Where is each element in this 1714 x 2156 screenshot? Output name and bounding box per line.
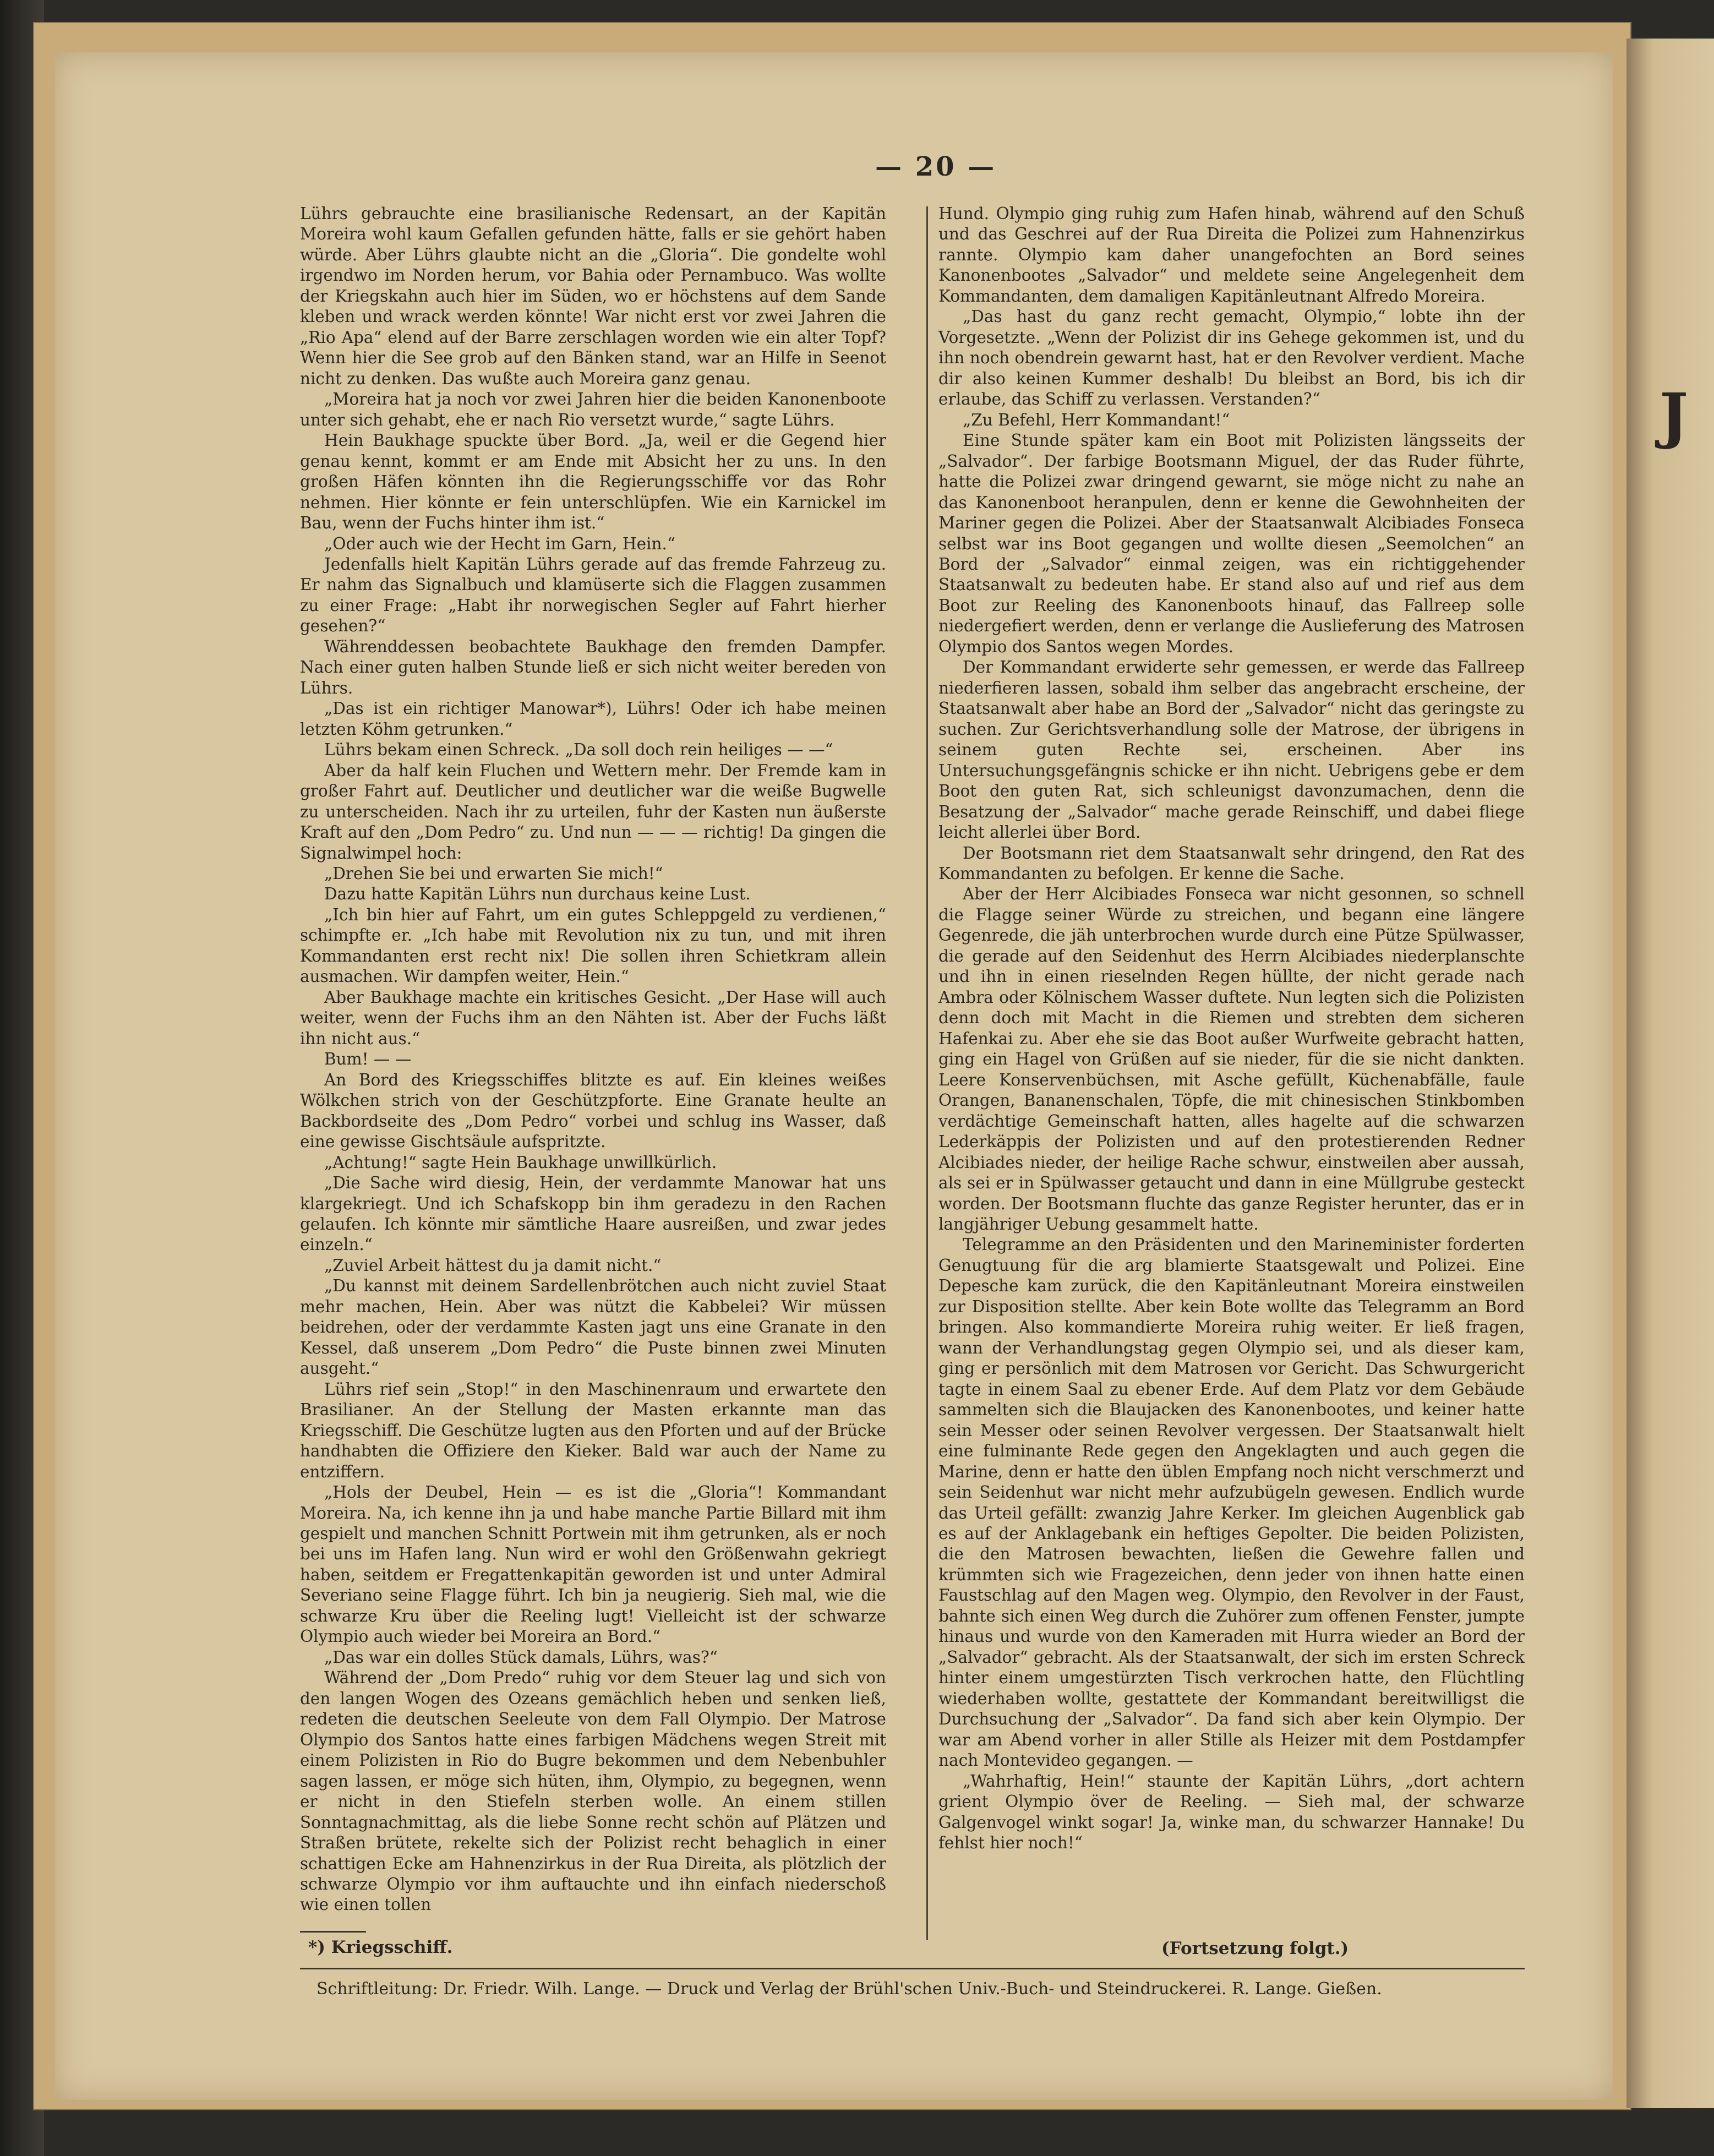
- paragraph: „Das hast du ganz recht gemacht, Olympio,“ lobte ihn der Vorgesetzte. „Wenn der Polizist dir ins Gehege gekommen ist, und du ihn noch obendrein gewarnt hast, hat er den Revolver verdient. Mache dir also keinen Kummer deshalb! Du bleibst an Bord, bis ich dir erlaube, das Schiff zu verlassen. Verstanden?“: [938, 307, 1525, 409]
- paragraph: An Bord des Kriegsschiffes blitzte es auf. Ein kleines weißes Wölkchen strich von der Geschützpforte. Eine Granate heulte an Backbordseite des „Dom Pedro“ vorbei und schlug ins Wasser, daß eine gewisse Gischtsäule aufspritzte.: [300, 1070, 886, 1151]
- paragraph: Lührs gebrauchte eine brasilianische Redensart, an der Kapitän Moreira wohl kaum Gefallen gefunden hätte, falls er sie gehört haben würde. Aber Lührs glaubte nicht an die „Gloria“. Die gondelte wohl irgendwo im Norden herum, vor Bahia oder Pernambuco. Was wollte der Kriegskahn auch hier im Süden, wo er höchstens auf dem Sande kleben und wrack werden könnte! War nicht erst vor zwei Jahren die „Rio Apa“ elend auf der Barre zerschlagen worden wie ein alter Topf? Wenn hier die See grob auf den Bänken stand, war an Hilfe in Seenot nicht zu denken. Das wußte auch Moreira ganz genau.: [300, 204, 886, 388]
- imprint-line: Schriftleitung: Dr. Friedr. Wilh. Lange. — Druck und Verlag der Brühl'schen Univ.-Buch- und Steindruckerei. R. Lange. Gießen.: [316, 1979, 1382, 1999]
- paragraph: Eine Stunde später kam ein Boot mit Polizisten längsseits der „Salvador“. Der farbige Bootsmann Miguel, der das Ruder führte, hatte die Polizei zwar dringend gewarnt, sie möge nicht zu nahe an das Kanonenboot heranpulen, denn er kenne die Gewohnheiten der Mariner gegen die Polizei. Aber der Staatsanwalt Alcibiades Fonseca selbst war ins Boot gegangen und wollte diesen „Seemolchen“ an Bord der „Salvador“ einmal zeigen, was ein richtiggehender Staatsanwalt zu bedeuten habe. Er stand also auf und rief aus dem Boot zur Reeling des Kanonenboots hinauf, das Fallreep solle niedergefiert werden, denn er verlange die Auslieferung des Matrosen Olympio dos Santos wegen Mordes.: [938, 431, 1525, 656]
- imprint-rule: [300, 1968, 1525, 1969]
- paragraph: „Zu Befehl, Herr Kommandant!“: [963, 410, 1230, 429]
- right-column: [938, 204, 1525, 1854]
- footnote-rule: [300, 1931, 366, 1933]
- paragraph: „Achtung!“ sagte Hein Baukhage unwillkürlich.: [324, 1153, 717, 1172]
- footnote: *) Kriegsschiff.: [308, 1937, 453, 1957]
- paragraph: Währenddessen beobachtete Baukhage den fremden Dampfer. Nach einer guten halben Stunde ließ er sich nicht weiter bereden von Lührs.: [300, 637, 886, 697]
- paragraph: Hein Baukhage spuckte über Bord. „Ja, weil er die Gegend hier genau kennt, kommt er am Ende mit Absicht her zu uns. In den großen Häfen könnten ihn die Regierungsschiffe vor das Rohr nehmen. Hier könnte er fein unterschlüpfen. Wie ein Karnickel im Bau, wenn der Fuchs hinter ihm ist.“: [300, 431, 886, 533]
- paragraph: Lührs bekam einen Schreck. „Da soll doch rein heiliges — —“: [324, 740, 833, 760]
- paragraph: „Du kannst mit deinem Sardellenbrötchen auch nicht zuviel Staat mehr machen, Hein. Aber was nützt die Kabbelei? Wir müssen beidrehen, oder der verdammte Kasten jagt uns eine Granate in den Kessel, daß unserem „Dom Pedro“ die Puste binnen zwei Minuten ausgeht.“: [300, 1276, 886, 1378]
- paragraph: Jedenfalls hielt Kapitän Lührs gerade auf das fremde Fahrzeug zu. Er nahm das Signalbuch und klamüserte sich die Flaggen zusammen zu einer Frage: „Habt ihr norwegischen Segler auf Fahrt hierher gesehen?“: [300, 554, 886, 636]
- facing-page-edge: [1626, 39, 1714, 2108]
- paragraph: „Hols der Deubel, Hein — es ist die „Gloria“! Kommandant Moreira. Na, ich kenne ihn ja und habe manche Partie Billard mit ihm gespielt und manchen Schnitt Portwein mit ihm getrunken, als er noch bei uns im Hafen lang. Nun wird er wohl den Größenwahn gekriegt haben, seitdem er Fregattenkapitän geworden ist und unter Admiral Severiano seine Flagge führt. Ich bin ja neugierig. Sieh mal, wie die schwarze Kru über die Reeling lugt! Vielleicht ist der schwarze Olympio auch wieder bei Moreira an Bord.“: [300, 1483, 886, 1646]
- paragraph: „Oder auch wie der Hecht im Garn, Hein.“: [324, 534, 675, 553]
- paragraph: Dazu hatte Kapitän Lührs nun durchaus keine Lust.: [324, 885, 751, 904]
- continued-note: (Fortsetzung folgt.): [1161, 1939, 1349, 1958]
- facing-page-glyph: J: [1660, 380, 1689, 451]
- paragraph: „Moreira hat ja noch vor zwei Jahren hier die beiden Kanonenboote unter sich gehabt, ehe er nach Rio versetzt wurde,“ sagte Lührs.: [300, 390, 886, 429]
- column-divider: [926, 206, 928, 1940]
- paragraph: „Ich bin hier auf Fahrt, um ein gutes Schleppgeld zu verdienen,“ schimpfte er. „Ich habe mit Revolution nix zu tun, und mit ihren Kommandanten erst recht nix! Die sollen ihren Schietkram allein ausmachen. Wir dampfen weiter, Hein.“: [300, 905, 886, 986]
- paragraph: „Das ist ein richtiger Manowar*), Lührs! Oder ich habe meinen letzten Köhm getrunken.“: [300, 699, 886, 739]
- paragraph: „Zuviel Arbeit hättest du ja damit nicht.“: [324, 1256, 662, 1275]
- page-number: — 20 —: [875, 151, 997, 182]
- paragraph: Aber der Herr Alcibiades Fonseca war nicht gesonnen, so schnell die Flagge seiner Würde zu streichen, und begann eine längere Gegenrede, die jäh unterbrochen wurde durch eine Pütze Spülwasser, die gerade auf den Seidenhut des Herrn Alcibiades niederplanschte und ihn in einen rieselnden Regen hüllte, der nicht gerade nach Ambra oder Kölnischem Wasser duftete. Nun legten sich die Polizisten denn doch mit Macht in die Riemen und strebten dem sicheren Hafenkai zu. Aber ehe sie das Boot außer Wurfweite gebracht hatten, ging ein Hagel von Grüßen auf sie nieder, für die sie nicht dankten. Leere Konservenbüchsen, mit Asche gefüllt, Küchenabfälle, faule Orangen, Bananenschalen, Töpfe, die mit chinesischen Stinkbomben verdächtige Gemeinschaft hatten, alles hagelte auf die schwarzen Lederkäppis der Polizisten und auf den protestierenden Redner Alcibiades nieder, der heilige Rache schwur, einstweilen aber aussah, als sei er in Spülwasser getaucht und dann in eine Müllgrube gesteckt worden. Der Bootsmann fluchte das ganze Register herunter, das er in langjähriger Uebung gesammelt hatte.: [938, 885, 1525, 1233]
- paragraph: Aber Baukhage machte ein kritisches Gesicht. „Der Hase will auch weiter, wenn der Fuchs ihm an den Nähten ist. Aber der Fuchs läßt ihn nicht aus.“: [300, 987, 886, 1048]
- paragraph: „Wahrhaftig, Hein!“ staunte der Kapitän Lührs, „dort achtern grient Olympio över de Reeling. — Sieh mal, der schwarze Galgenvogel winkt sogar! Ja, winke man, du schwarzer Hannake! Du fehlst hier noch!“: [938, 1771, 1525, 1853]
- paragraph: Lührs rief sein „Stop!“ in den Maschinenraum und erwartete den Brasilianer. An der Stellung der Masten erkannte man das Kriegsschiff. Die Geschütze lugten aus den Pforten und auf der Brücke handhabten die Offiziere den Kieker. Bald war auch der Name zu entziffern.: [300, 1379, 886, 1481]
- paragraph: Hund. Olympio ging ruhig zum Hafen hinab, während auf den Schuß und das Geschrei auf der Rua Direita die Polizei zum Hahnenzirkus rannte. Olympio kam daher unangefochten an Bord seines Kanonenbootes „Salvador“ und meldete seine Angelegenheit dem Kommandanten, dem damaligen Kapitänleutnant Alfredo Moreira.: [938, 204, 1525, 305]
- paragraph: Aber da half kein Fluchen und Wettern mehr. Der Fremde kam in großer Fahrt auf. Deutlicher und deutlicher war die weiße Bugwelle zu unterscheiden. Nach ihr zu urteilen, fuhr der Kasten nun äußerste Kraft auf den „Dom Pedro“ zu. Und nun — — — richtig! Da gingen die Signalwimpel hoch:: [300, 761, 886, 863]
- paragraph: Telegramme an den Präsidenten und den Marineminister forderten Genugtuung für die arg blamierte Staatsgewalt und Polizei. Eine Depesche kam zurück, die den Kapitänleutnant Moreira einstweilen zur Disposition stellte. Aber kein Bote wollte das Telegramm an Bord bringen. Also kommandierte Moreira ruhig weiter. Er ließ fragen, wann der Verhandlungstag gegen Olympio sei, und als dieser kam, ging er persönlich mit dem Matrosen vor Gericht. Das Schwurgericht tagte in einem Saal zu ebener Erde. Auf dem Platz vor dem Gebäude sammelten sich die Blaujacken des Kanonenbootes, und keiner hatte sein Messer oder seinen Revolver vergessen. Der Staatsanwalt hielt eine fulminante Rede gegen den Angeklagten und auch gegen die Marine, denn er hatte den üblen Empfang noch nicht verschmerzt und sein Seidenhut war nicht mehr aufzubügeln gewesen. Endlich wurde das Urteil gefällt: zwanzig Jahre Kerker. Im gleichen Augenblick gab es auf der Anklagebank ein heftiges Gepolter. Die beiden Polizisten, die den Matrosen bewachten, ließen die Gewehre fallen und krümmten sich wie Fragezeichen, denn jeder von ihnen hatte einen Faustschlag auf den Magen weg. Olympio, den Revolver in der Faust, bahnte sich einen Weg durch die Zuhörer zum offenen Fenster, jumpte hinaus und wurde von den Kameraden mit Hurra wieder an Bord der „Salvador“ gebracht. Als der Staatsanwalt, der sich im ersten Schreck hinter einem umgestürzten Tisch verkrochen hatte, den Flüchtling wiederhaben wollte, gestattete der Kommandant bereitwilligst die Durchsuchung der „Salvador“. Da fand sich aber kein Olympio. Der war am Abend vorher in aller Stille als Heizer mit dem Postdampfer nach Montevideo gegangen. —: [938, 1235, 1525, 1770]
- paragraph: Der Kommandant erwiderte sehr gemessen, er werde das Fallreep niederfieren lassen, sobald ihm selber das angebracht erscheine, der Staatsanwalt aber habe an Bord der „Salvador“ nicht das geringste zu suchen. Zur Gerichtsverhandlung solle der Matrose, der übrigens in seinem guten Rechte sei, erscheinen. Aber ins Untersuchungsgefängnis schicke er ihn nicht. Uebrigens gebe er dem Boot den guten Rat, sich schleunigst davonzumachen, denn die Besatzung der „Salvador“ mache gerade Reinschiff, und dabei fliege leicht allerlei über Bord.: [938, 658, 1525, 842]
- paragraph: „Die Sache wird diesig, Hein, der verdammte Manowar hat uns klargekriegt. Und ich Schafskopp bin ihm geradezu in den Rachen gelaufen. Ich könnte mir sämtliche Haare ausreißen, und zwar jedes einzeln.“: [300, 1173, 886, 1254]
- paragraph: „Das war ein dolles Stück damals, Lührs, was?“: [324, 1647, 718, 1667]
- paragraph: Während der „Dom Predo“ ruhig vor dem Steuer lag und sich von den langen Wogen des Ozeans gemächlich heben und senken ließ, redeten die deutschen Seeleute von dem Fall Olympio. Der Matrose Olympio dos Santos hatte eines farbigen Mädchens wegen Streit mit einem Polizisten in Rio do Bugre bekommen und dem Nebenbuhler sagen lassen, er möge sich hüten, ihm, Olympio, zu begegnen, wenn er nicht in den Stiefeln sterben wolle. An einem stillen Sonntagnachmittag, als die liebe Sonne recht schön auf Plätzen und Straßen brütete, rekelte sich der Polizist recht behaglich in einer schattigen Ecke am Hahnenzirkus in der Rua Direita, als plötzlich der schwarze Olympio vor ihm auftauchte und ihn einfach niederschoß wie einen tollen: [300, 1668, 886, 1914]
- paragraph: Der Bootsmann riet dem Staatsanwalt sehr dringend, den Rat des Kommandanten zu befolgen. Er kenne die Sache.: [938, 843, 1525, 883]
- paragraph: Bum! — —: [324, 1050, 412, 1069]
- left-column: [300, 204, 886, 1915]
- paragraph: „Drehen Sie bei und erwarten Sie mich!“: [324, 864, 663, 883]
